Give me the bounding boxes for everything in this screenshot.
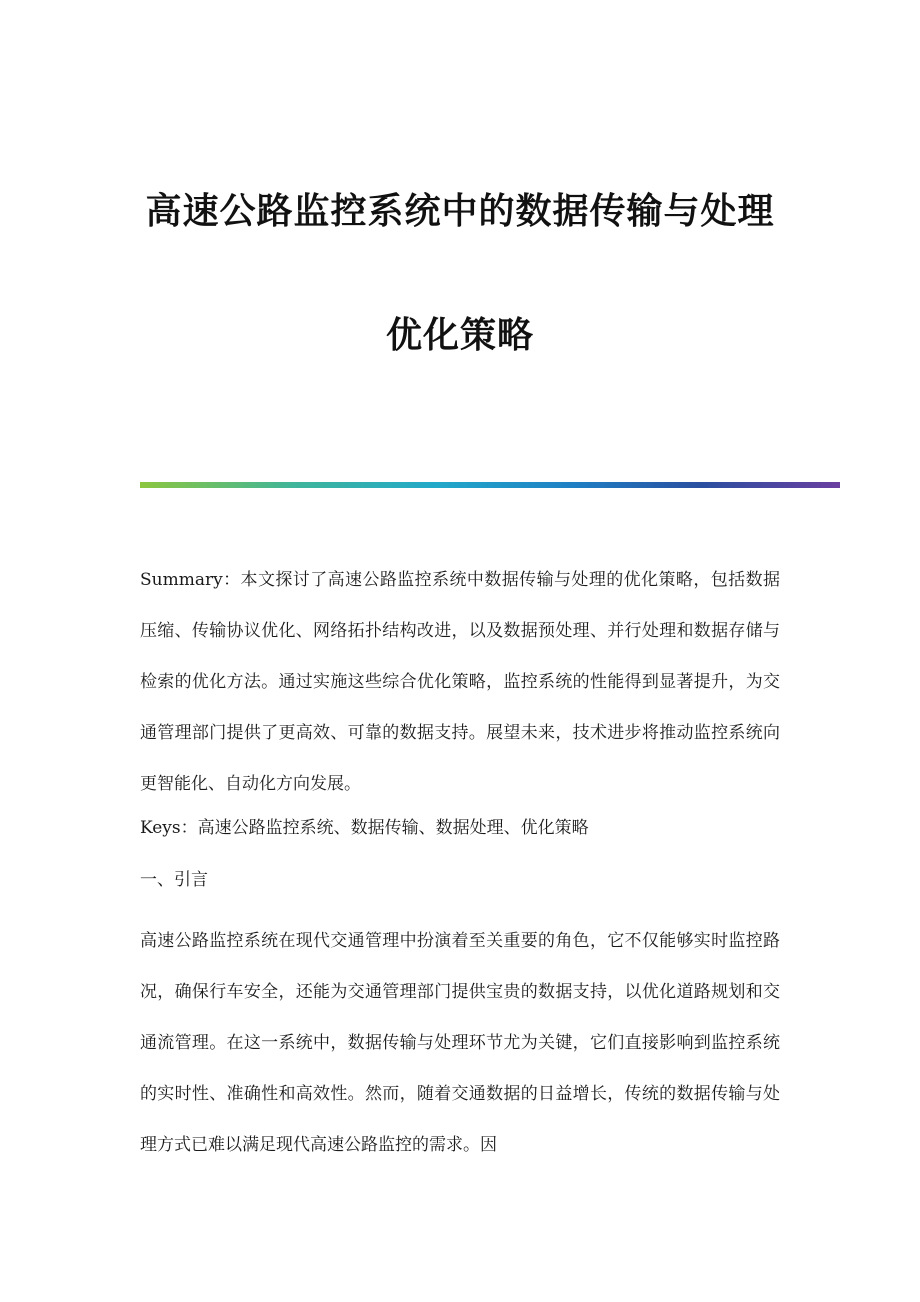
- summary-paragraph: Summary：本文探讨了高速公路监控系统中数据传输与处理的优化策略，包括数据压缩、传输协议优化、网络拓扑结构改进，以及数据预处理、并行处理和数据存储与检索的优化方法。通过实施这些综合优化策略，监控系统的性能得到显著提升，为交通管理部门提供了更高效、可靠的数据支持。展望未来，技术进步将推动监控系统向更智能化、自动化方向发展。: [140, 570, 780, 794]
- section-heading: 一、引言: [140, 870, 208, 890]
- intro-paragraph: 高速公路监控系统在现代交通管理中扮演着至关重要的角色，它不仅能够实时监控路况，确保行车安全，还能为交通管理部门提供宝贵的数据支持，以优化道路规划和交通流管理。在这一系统中，数据传输与处理环节尤为关键，它们直接影响到监控系统的实时性、准确性和高效性。然而，随着交通数据的日益增长，传统的数据传输与处理方式已难以满足现代高速公路监控的需求。因: [140, 931, 780, 1155]
- keywords-line: Keys：高速公路监控系统、数据传输、数据处理、优化策略: [140, 818, 589, 838]
- document-title-line-1: 高速公路监控系统中的数据传输与处理: [145, 191, 775, 232]
- gradient-divider: [140, 482, 840, 488]
- document-title-line-2: 优化策略: [385, 315, 534, 356]
